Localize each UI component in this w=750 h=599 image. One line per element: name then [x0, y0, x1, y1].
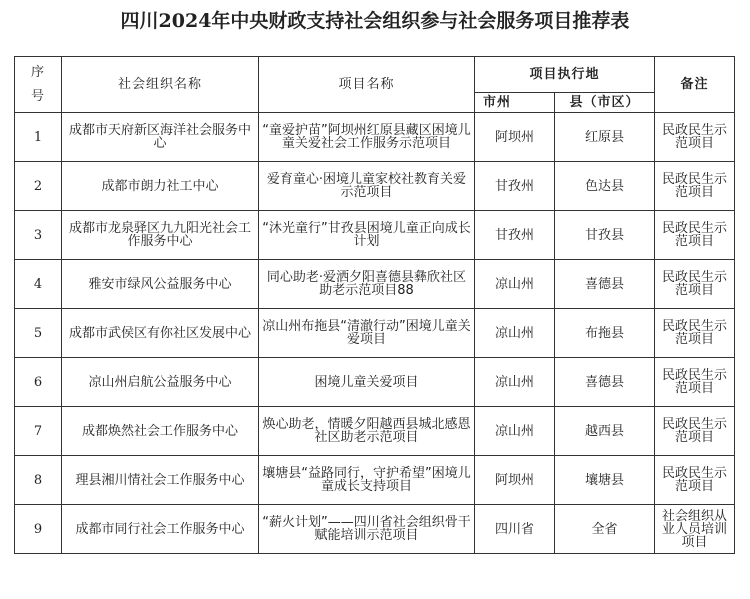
table-row: [15, 211, 735, 260]
row-number: 8: [15, 456, 62, 505]
county: 越西县: [555, 407, 655, 456]
header-county: 县（市区）: [555, 93, 655, 113]
table-row: [15, 309, 735, 358]
remark: 民政民生示范项目: [655, 407, 735, 456]
row-number: 5: [15, 309, 62, 358]
table-row: [15, 505, 735, 554]
project-name: 困境儿童关爱项目: [259, 358, 475, 407]
header-org: 社会组织名称: [62, 57, 259, 113]
project-name: 焕心助老，情暖夕阳越西县城北感恩社区助老示范项目: [259, 407, 475, 456]
table-row: [15, 456, 735, 505]
org-name: 成都市天府新区海洋社会服务中心: [62, 113, 259, 162]
table-row: [15, 407, 735, 456]
table-row: [15, 260, 735, 309]
org-name: 雅安市绿风公益服务中心: [62, 260, 259, 309]
county: 喜德县: [555, 358, 655, 407]
header-city: 市州: [475, 93, 555, 113]
row-number: 7: [15, 407, 62, 456]
remark: 民政民生示范项目: [655, 162, 735, 211]
remark: 民政民生示范项目: [655, 113, 735, 162]
city: 甘孜州: [475, 211, 555, 260]
remark: 民政民生示范项目: [655, 260, 735, 309]
project-name: 同心助老·爱洒夕阳喜德县彝欣社区助老示范项目88: [259, 260, 475, 309]
remark: 民政民生示范项目: [655, 211, 735, 260]
org-name: 凉山州启航公益服务中心: [62, 358, 259, 407]
row-number: 6: [15, 358, 62, 407]
page-title: 四川2024年中央财政支持社会组织参与社会服务项目推荐表: [120, 10, 630, 32]
city: 阿坝州: [475, 456, 555, 505]
remark: 民政民生示范项目: [655, 309, 735, 358]
county: 布拖县: [555, 309, 655, 358]
org-name: 成都市武侯区有你社区发展中心: [62, 309, 259, 358]
city: 凉山州: [475, 309, 555, 358]
city: 凉山州: [475, 407, 555, 456]
county: 喜德县: [555, 260, 655, 309]
county: 色达县: [555, 162, 655, 211]
recommendation-table: [14, 56, 735, 554]
header-project: 项目名称: [259, 57, 475, 113]
row-number: 2: [15, 162, 62, 211]
header-remark: 备注: [655, 57, 735, 113]
project-name: “薪火计划”——四川省社会组织骨干赋能培训示范项目: [259, 505, 475, 554]
header-seq-line2: 号: [30, 88, 45, 104]
row-number: 3: [15, 211, 62, 260]
header-row: [15, 57, 735, 93]
county: 红原县: [555, 113, 655, 162]
project-name: 凉山州布拖县“清澈行动”困境儿童关爱项目: [259, 309, 475, 358]
header-seq: [15, 57, 62, 113]
city: 阿坝州: [475, 113, 555, 162]
table-row: [15, 113, 735, 162]
county: 全省: [555, 505, 655, 554]
county: 壤塘县: [555, 456, 655, 505]
row-number: 1: [15, 113, 62, 162]
org-name: 理县湘川情社会工作服务中心: [62, 456, 259, 505]
remark: 民政民生示范项目: [655, 358, 735, 407]
org-name: 成都市龙泉驿区九九阳光社会工作服务中心: [62, 211, 259, 260]
project-name: “沐光童行”甘孜县困境儿童正向成长计划: [259, 211, 475, 260]
row-number: 4: [15, 260, 62, 309]
city: 凉山州: [475, 358, 555, 407]
city: 甘孜州: [475, 162, 555, 211]
org-name: 成都市朗力社工中心: [62, 162, 259, 211]
table-row: [15, 358, 735, 407]
city: 凉山州: [475, 260, 555, 309]
project-name: “童爱护苗”阿坝州红原县藏区困境儿童关爱社会工作服务示范项目: [259, 113, 475, 162]
county: 甘孜县: [555, 211, 655, 260]
table-row: [15, 162, 735, 211]
project-name: 壤塘县“益路同行，守护希望”困境儿童成长支持项目: [259, 456, 475, 505]
header-seq-line1: 序: [30, 64, 45, 80]
row-number: 9: [15, 505, 62, 554]
remark: 民政民生示范项目: [655, 456, 735, 505]
header-location: 项目执行地: [475, 57, 655, 93]
org-name: 成都市同行社会工作服务中心: [62, 505, 259, 554]
city: 四川省: [475, 505, 555, 554]
project-name: 爱育童心·困境儿童家校社教育关爱示范项目: [259, 162, 475, 211]
org-name: 成都焕然社会工作服务中心: [62, 407, 259, 456]
remark: 社会组织从业人员培训项目: [655, 505, 735, 554]
